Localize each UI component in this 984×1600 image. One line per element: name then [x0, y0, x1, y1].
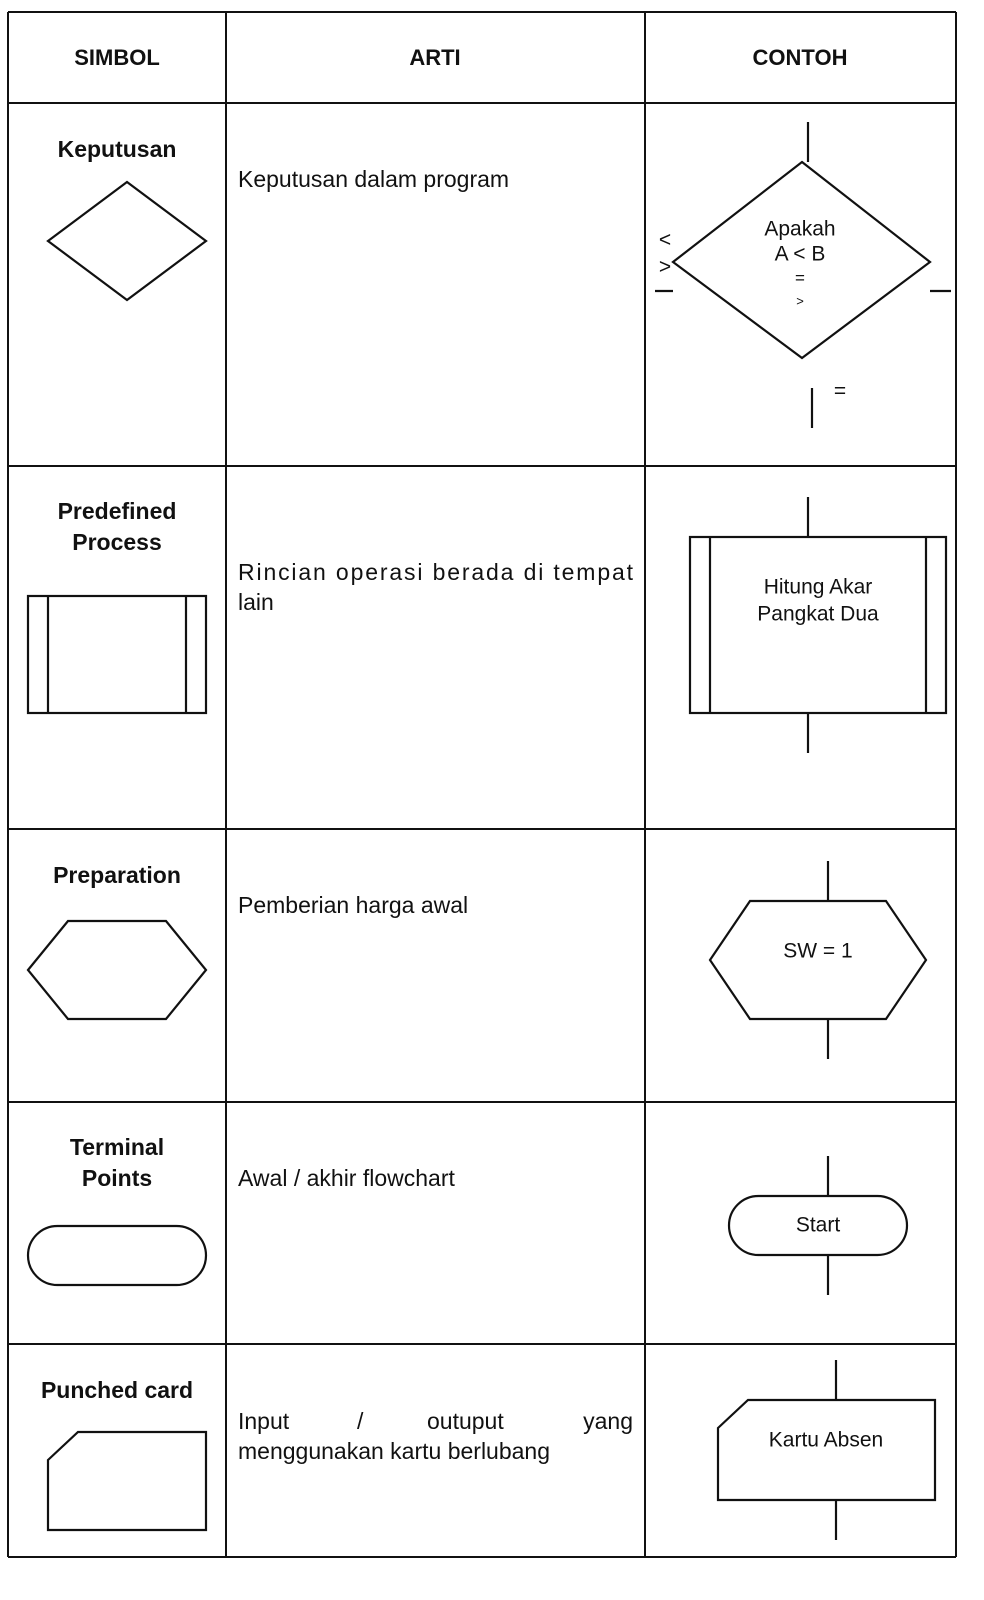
meaning-word: Input — [238, 1408, 290, 1435]
example-line3: = — [795, 268, 805, 288]
meaning-word: outuput — [427, 1408, 504, 1435]
symbol-name: Punched card — [40, 1377, 194, 1404]
symbol-name-line1: Terminal — [69, 1134, 165, 1161]
meaning-word: yang — [583, 1408, 633, 1435]
example-line1: Hitung Akar — [763, 575, 873, 599]
table-row — [28, 497, 946, 753]
meaning-text: Keputusan dalam program — [238, 166, 510, 193]
table-row — [48, 122, 951, 428]
punched-card-example — [718, 1360, 935, 1540]
meaning-text: Awal / akhir flowchart — [238, 1165, 455, 1192]
example-line1: Apakah — [764, 217, 836, 241]
decision-diamond-symbol — [48, 182, 206, 300]
table-row — [28, 1134, 907, 1295]
meaning-word: / — [357, 1408, 364, 1435]
symbol-name: Keputusan — [57, 136, 177, 163]
header-example: CONTOH — [752, 44, 848, 70]
preparation-example — [710, 861, 926, 1059]
example-line4: > — [796, 293, 804, 309]
terminal-example — [729, 1156, 907, 1295]
example-line1: Kartu Absen — [768, 1428, 884, 1452]
left-less-than: < — [658, 228, 672, 252]
meaning-line2: lain — [238, 589, 274, 616]
preparation-hexagon-symbol — [28, 921, 206, 1019]
table-row — [41, 1360, 935, 1540]
punched-card-symbol — [48, 1432, 206, 1530]
meaning-line1: Rincian operasi berada di tempat — [238, 559, 633, 586]
example-line2: Pangkat Dua — [757, 602, 879, 626]
predefined-process-example — [690, 497, 946, 753]
meaning-line2: menggunakan kartu berlubang — [238, 1438, 551, 1465]
decision-example — [655, 122, 951, 428]
left-greater-than: > — [658, 255, 672, 279]
example-line2: A < B — [774, 242, 826, 266]
table-row — [28, 861, 926, 1059]
symbol-name-line2: Process — [72, 529, 162, 556]
bottom-equal: = — [833, 379, 847, 403]
symbol-name-line1: Predefined — [57, 498, 177, 525]
predefined-process-symbol — [28, 596, 206, 713]
example-line1: SW = 1 — [783, 939, 853, 963]
symbol-name: Preparation — [53, 862, 181, 889]
terminal-symbol — [28, 1226, 206, 1285]
symbol-name-line2: Points — [81, 1165, 153, 1192]
header-symbol: SIMBOL — [74, 44, 160, 70]
meaning-text: Pemberian harga awal — [238, 892, 469, 919]
header-meaning: ARTI — [409, 44, 461, 70]
example-line1: Start — [795, 1213, 841, 1237]
